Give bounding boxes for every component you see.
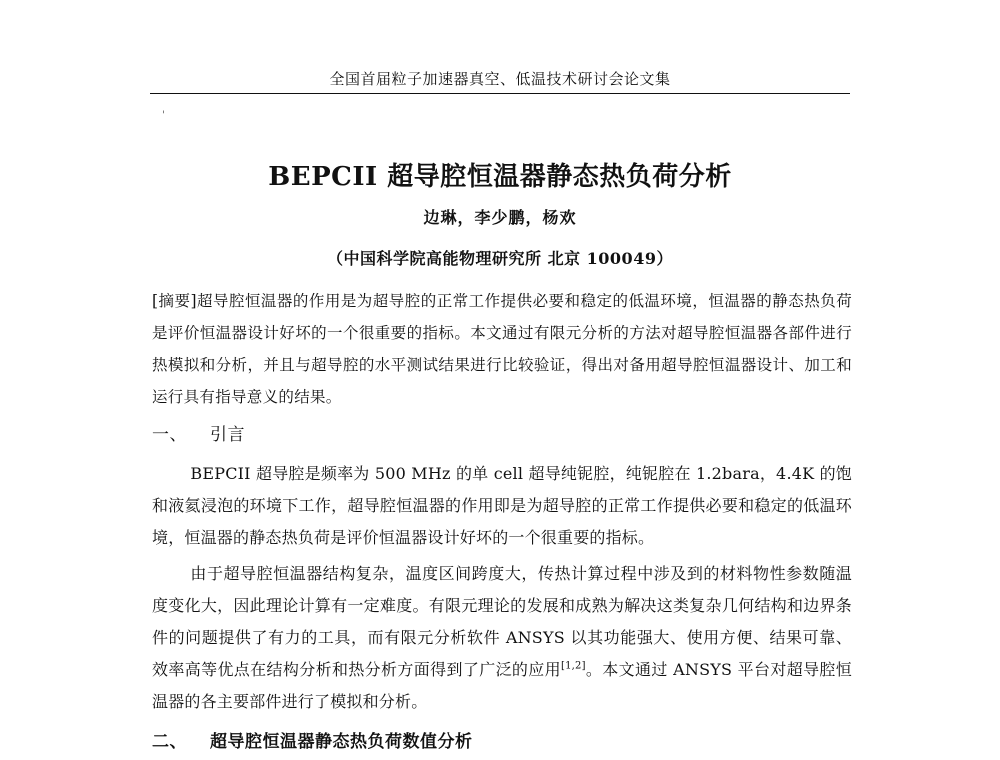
paragraph-text: 由于超导腔恒温器结构复杂，温度区间跨度大，传热计算过程中涉及到的材料物性参数随温度变化大，因此理论计算有一定难度。有限元理论的发展和成熟为解决这类复杂几何结构和边界条件的问题提供了有力的工具，而有限元分析软件 ANSYS 以其功能强大、使用方便、结果可靠、效率高等优点在结构分析和热分析方面得到了广泛的应用 [152, 564, 852, 679]
paper-title: BEPCII 超导腔恒温器静态热负荷分析 [268, 162, 732, 192]
section-heading-introduction [152, 420, 245, 445]
citation-reference: [1,2] [561, 660, 586, 672]
running-header: 全国首届粒子加速器真空、低温技术研讨会论文集 [329, 70, 671, 88]
header-rule [150, 93, 850, 94]
section-number: 二、 [152, 732, 187, 752]
paragraph-text: 。本文通过 ANSYS 平台对超导腔恒温器的各主要部件进行了模拟和分析。 [152, 660, 852, 711]
paragraph [152, 558, 852, 718]
affiliation: （中国科学院高能物理研究所 北京 100049） [327, 249, 673, 268]
section-heading-analysis [152, 727, 473, 752]
section-title: 超导腔恒温器静态热负荷数值分析 [210, 732, 473, 752]
abstract: [摘要]超导腔恒温器的作用是为超导腔的正常工作提供必要和稳定的低温环境，恒温器的静态热负荷是评价恒温器设计好坏的一个很重要的指标。本文通过有限元分析的方法对超导腔恒温器各部件进行热模拟和分析，并且与超导腔的水平测试结果进行比较验证，得出对备用超导腔恒温器设计、加工和运行具有指导意义的结果。 [152, 292, 852, 406]
section-title: 引言 [210, 425, 245, 445]
stray-mark: ' [162, 110, 165, 121]
paragraph: BEPCII 超导腔是频率为 500 MHz 的单 cell 超导纯铌腔，纯铌腔在 1.2bara，4.4K 的饱和液氦浸泡的环境下工作，超导腔恒温器的作用即是为超导腔的正常工作提供必要和稳定的低温环境，恒温器的静态热负荷是评价恒温器设计好坏的一个很重要的指标。 [152, 464, 852, 547]
author-list: 边琳，李少鹏，杨欢 [423, 208, 577, 227]
section-number: 一、 [152, 425, 187, 445]
